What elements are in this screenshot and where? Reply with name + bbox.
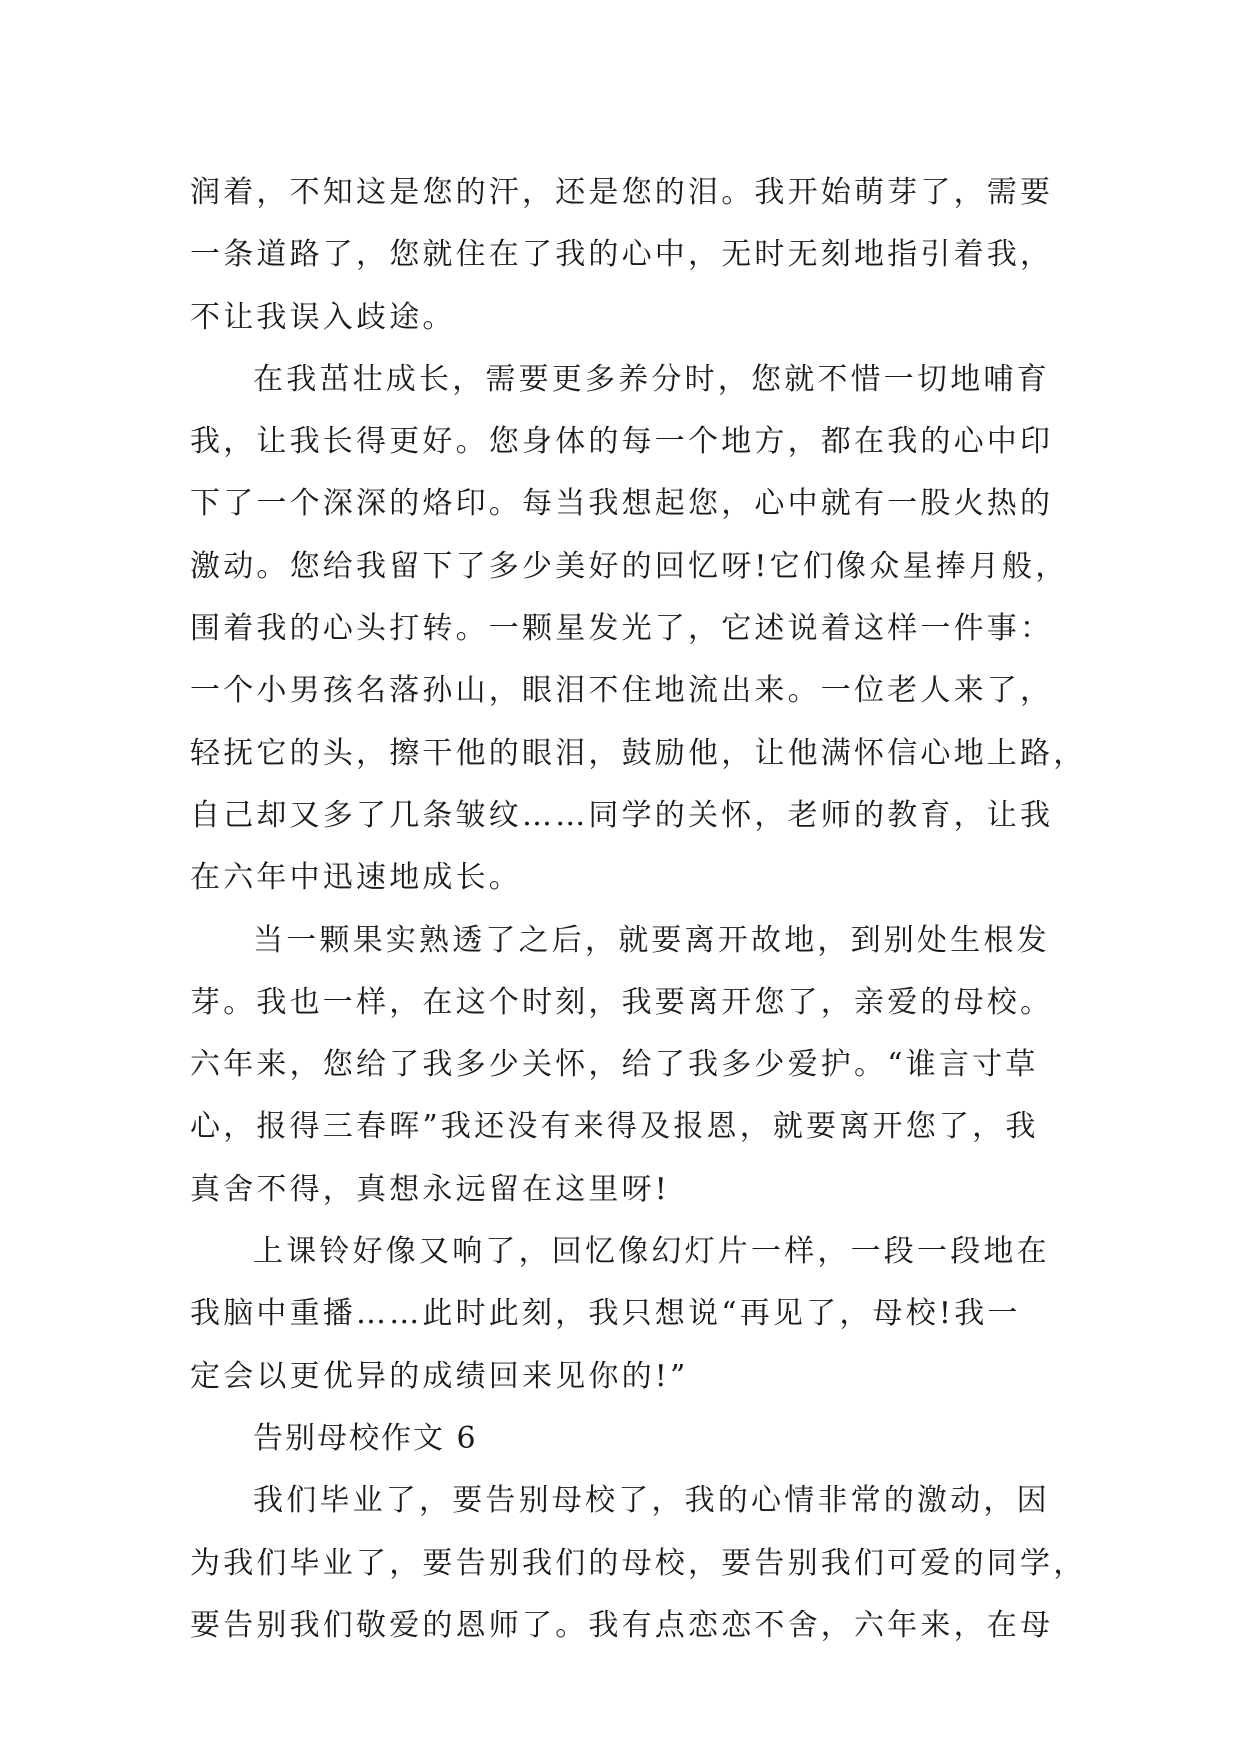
text-line: 真舍不得，真想永远留在这里呀! xyxy=(190,1171,671,1207)
paragraph-first-line: 上课铃好像又响了，回忆像幻灯片一样，一段一段地在 xyxy=(253,1234,1050,1270)
text-line: 轻抚它的头，擦干他的眼泪，鼓励他，让他满怀信心地上路， xyxy=(190,735,1087,771)
text-line: 定会以更优异的成绩回来见你的!” xyxy=(190,1358,689,1394)
text-line: 不让我误入歧途。 xyxy=(190,299,456,335)
paragraph-first-line: 我们毕业了，要告别母校了，我的心情非常的激动，因 xyxy=(253,1483,1050,1519)
text-line: 我脑中重播……此时此刻，我只想说“再见了，母校!我一 xyxy=(190,1296,1021,1332)
section-heading: 告别母校作文 6 xyxy=(253,1420,478,1456)
paragraph-first-line: 当一颗果实熟透了之后，就要离开故地，到别处生根发 xyxy=(253,922,1050,958)
text-line: 我，让我长得更好。您身体的每一个地方，都在我的心中印 xyxy=(190,424,1054,460)
text-line: 在六年中迅速地成长。 xyxy=(190,860,522,896)
text-line: 要告别我们敬爱的恩师了。我有点恋恋不舍，六年来，在母 xyxy=(190,1607,1054,1643)
paragraph-first-line: 在我茁壮成长，需要更多养分时，您就不惜一切地哺育 xyxy=(253,361,1050,397)
text-line: 心，报得三春晖”我还没有来得及报恩，就要离开您了，我 xyxy=(190,1109,1039,1145)
text-line: 下了一个深深的烙印。每当我想起您，心中就有一股火热的 xyxy=(190,486,1054,522)
text-line: 一个小男孩名落孙山，眼泪不住地流出来。一位老人来了， xyxy=(190,673,1054,709)
text-line: 一条道路了，您就住在了我的心中，无时无刻地指引着我， xyxy=(190,237,1054,273)
text-line: 芽。我也一样，在这个时刻，我要离开您了，亲爱的母校。 xyxy=(190,984,1054,1020)
text-line: 润着，不知这是您的汗，还是您的泪。我开始萌芽了，需要 xyxy=(190,175,1054,210)
text-line: 六年来，您给了我多少关怀，给了我多少爱护。“谁言寸草 xyxy=(190,1047,1039,1083)
text-line: 自己却又多了几条皱纹……同学的关怀，老师的教育，让我 xyxy=(190,797,1054,833)
text-line: 激动。您给我留下了多少美好的回忆呀!它们像众星捧月般， xyxy=(190,548,1069,584)
text-line: 围着我的心头打转。一颗星发光了，它述说着这样一件事： xyxy=(190,611,1054,647)
text-line: 为我们毕业了，要告别我们的母校，要告别我们可爱的同学， xyxy=(190,1545,1087,1581)
essay-body xyxy=(190,162,1087,1657)
